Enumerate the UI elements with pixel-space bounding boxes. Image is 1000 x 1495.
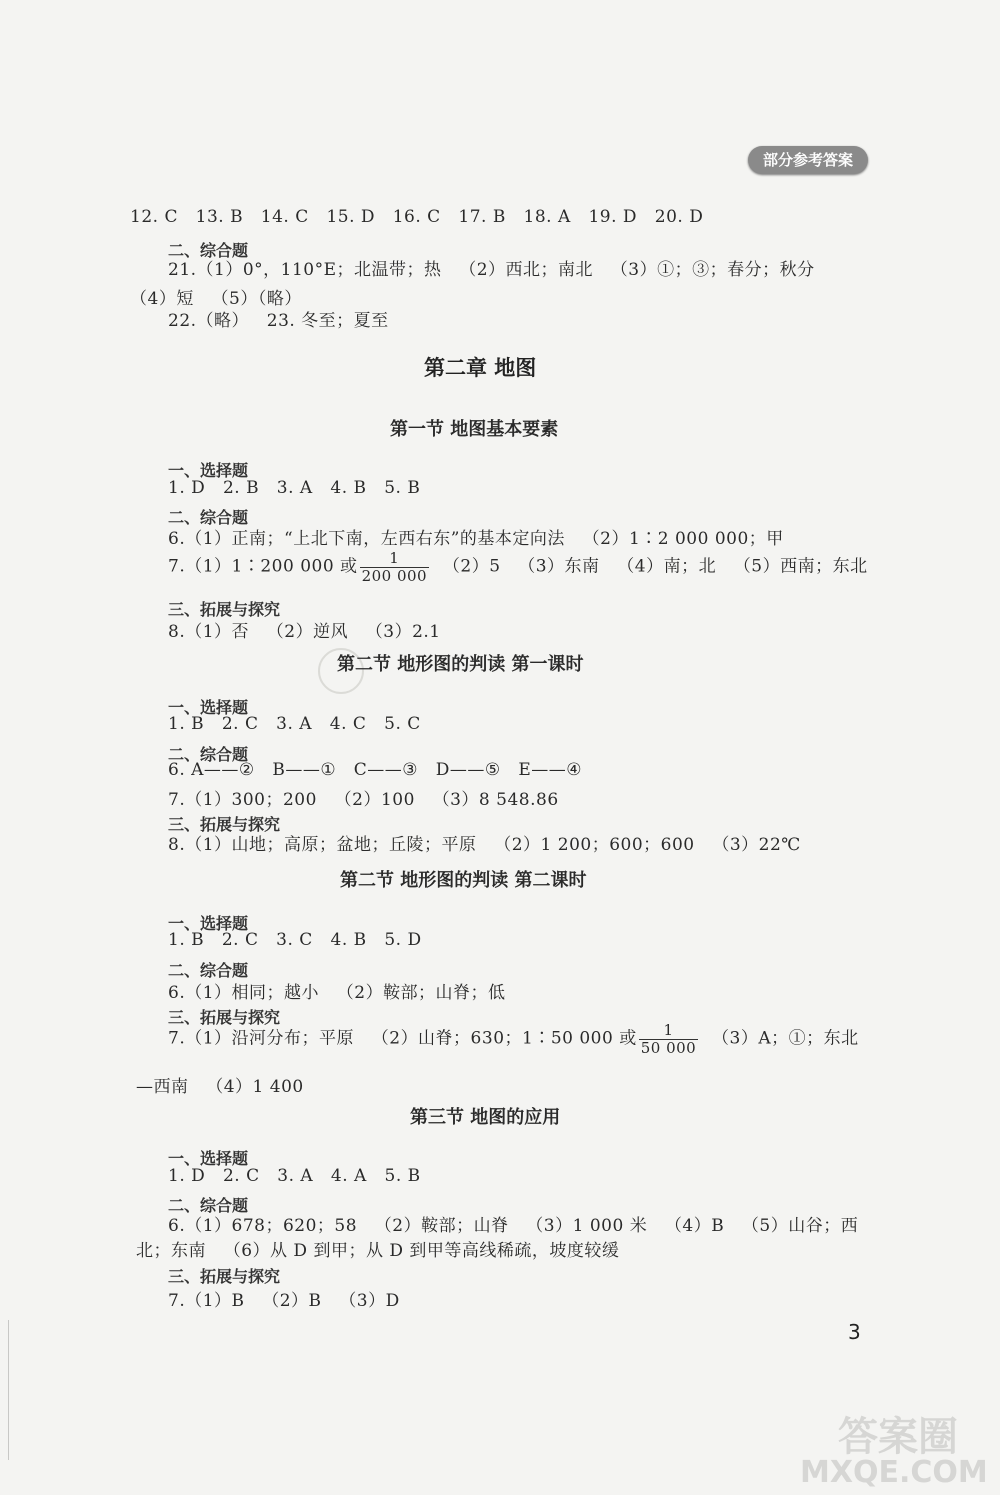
answer-line: 8.（1）否 （2）逆风 （3）2.1 xyxy=(168,622,441,642)
answer-line: 1. B 2. C 3. C 4. B 5. D xyxy=(168,930,422,950)
section-title: 第二节 地形图的判读 第二课时 xyxy=(340,870,587,891)
answer-line: 21.（1）0°，110°E；北温带；热 （2）西北；南北 （3）①；③；春分；秋分 xyxy=(168,260,815,280)
answer-line: 7.（1）B （2）B （3）D xyxy=(168,1291,400,1311)
watermark-brand: 答案圈 xyxy=(838,1414,958,1460)
subsection-heading: 三、拓展与探究 xyxy=(168,1008,281,1027)
fraction-numerator: 1 xyxy=(360,550,430,568)
answer-text: 7.（1）1∶200 000 或 xyxy=(168,556,358,577)
subsection-heading: 二、综合题 xyxy=(168,961,249,980)
page-number: 3 xyxy=(848,1320,861,1344)
subsection-heading: 三、拓展与探究 xyxy=(168,815,281,834)
subsection-heading: 二、综合题 xyxy=(168,241,249,260)
answer-line: 22.（略） 23. 冬至；夏至 xyxy=(168,311,389,331)
answer-line: 6.（1）678；620；58 （2）鞍部；山脊 （3）1 000 米 （4）B （5）山谷；西 xyxy=(168,1216,859,1236)
answer-text: （2）5 （3）东南 （4）南；北 （5）西南；东北 xyxy=(431,556,868,577)
fraction-numerator: 1 xyxy=(639,1022,699,1040)
section-title: 第三节 地图的应用 xyxy=(410,1107,561,1128)
answer-line: 1. D 2. B 3. A 4. B 5. B xyxy=(168,478,421,498)
subsection-heading: 三、拓展与探究 xyxy=(168,600,281,619)
watermark-url: MXQE.COM xyxy=(800,1455,988,1490)
answer-line: 1. B 2. C 3. A 4. C 5. C xyxy=(168,714,421,734)
subsection-heading: 一、选择题 xyxy=(168,1149,249,1168)
answer-line: —西南 （4）1 400 xyxy=(136,1077,304,1097)
fraction-denominator: 200 000 xyxy=(361,566,428,585)
subsection-heading: 二、综合题 xyxy=(168,1196,249,1215)
answer-line: 6.（1）正南；“上北下南，左西右东”的基本定向法 （2）1∶2 000 000；甲 xyxy=(168,529,784,549)
margin-rule xyxy=(8,1320,9,1460)
subsection-heading: 一、选择题 xyxy=(168,914,249,933)
answer-line: 6.（1）相同；越小 （2）鞍部；山脊；低 xyxy=(168,983,506,1003)
answer-line-with-fraction xyxy=(168,550,868,584)
fraction xyxy=(360,550,430,584)
answer-text: 7.（1）沿河分布；平原 （2）山脊；630；1∶50 000 或 xyxy=(168,1028,637,1049)
answer-line: 北；东南 （6）从 D 到甲；从 D 到甲等高线稀疏，坡度较缓 xyxy=(136,1241,620,1261)
section-badge: 部分参考答案 xyxy=(748,146,868,174)
answer-line: 6. A——② B——① C——③ D——⑤ E——④ xyxy=(168,760,582,780)
chapter-title: 第二章 地图 xyxy=(424,356,537,380)
answer-line: 1. D 2. C 3. A 4. A 5. B xyxy=(168,1166,421,1186)
answer-line: （4）短 （5）（略） xyxy=(130,289,302,309)
section-title: 第一节 地图基本要素 xyxy=(390,419,559,440)
subsection-heading: 三、拓展与探究 xyxy=(168,1267,281,1286)
subsection-heading: 二、综合题 xyxy=(168,745,249,764)
section-title: 第二节 地形图的判读 第一课时 xyxy=(337,654,584,675)
answer-text: （3）A；①；东北 xyxy=(700,1028,859,1049)
answer-line: 8.（1）山地；高原；盆地；丘陵；平原 （2）1 200；600；600 （3）22℃ xyxy=(168,835,801,855)
fraction-denominator: 50 000 xyxy=(640,1038,697,1057)
subsection-heading: 二、综合题 xyxy=(168,508,249,527)
fraction xyxy=(639,1022,699,1056)
answer-line: 12. C 13. B 14. C 15. D 16. C 17. B 18. A 19. D 20. D xyxy=(130,207,704,227)
subsection-heading: 一、选择题 xyxy=(168,698,249,717)
subsection-heading: 一、选择题 xyxy=(168,461,249,480)
answer-line-with-fraction xyxy=(168,1022,859,1056)
answer-line: 7.（1）300；200 （2）100 （3）8 548.86 xyxy=(168,790,559,810)
